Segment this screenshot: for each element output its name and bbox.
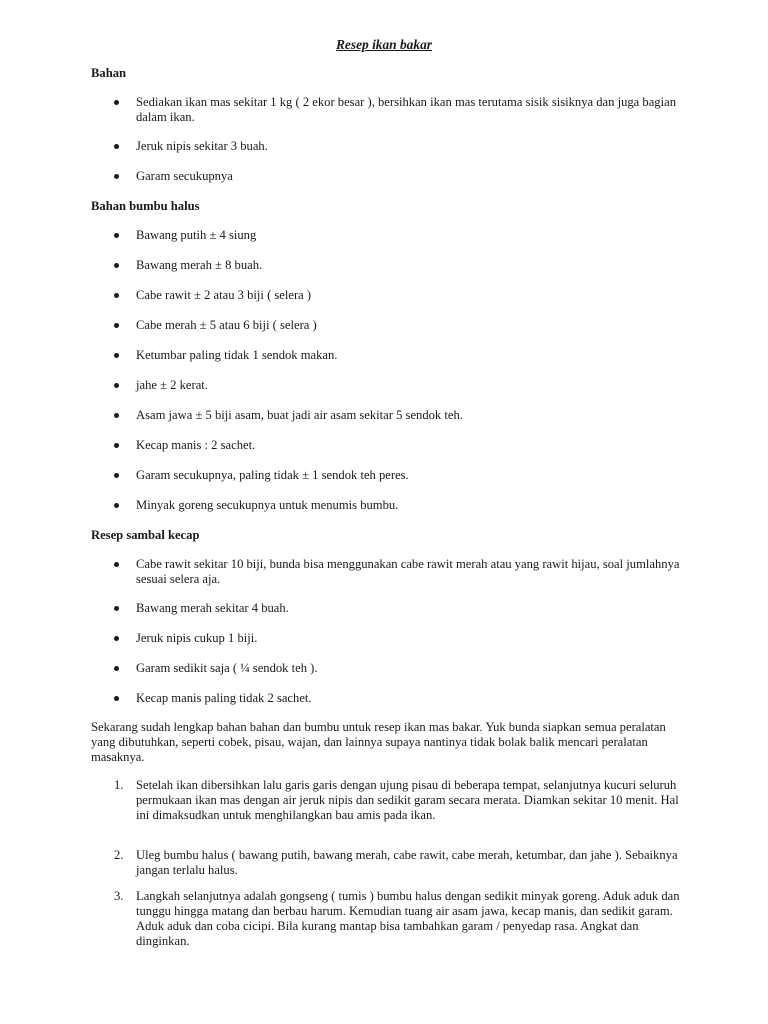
list-item: Jeruk nipis cukup 1 biji. <box>136 631 258 645</box>
list-item: Garam secukupnya <box>136 169 233 183</box>
list-item: Asam jawa ± 5 biji asam, buat jadi air asam sekitar 5 sendok teh. <box>136 408 463 422</box>
bullet-icon <box>114 353 119 358</box>
list-item: Garam secukupnya, paling tidak ± 1 sendok teh peres. <box>136 468 409 482</box>
bullet-icon <box>114 383 119 388</box>
bullet-icon <box>114 562 119 567</box>
section-heading-bumbu-halus: Bahan bumbu halus <box>91 199 200 213</box>
list-item: Bawang merah sekitar 4 buah. <box>136 601 289 615</box>
section-heading-bahan: Bahan <box>91 66 127 80</box>
page-title: Resep ikan bakar <box>336 37 432 52</box>
bullet-icon <box>114 144 119 149</box>
bullet-icon <box>114 323 119 328</box>
list-item: Jeruk nipis sekitar 3 buah. <box>136 139 268 153</box>
bullet-icon <box>114 233 119 238</box>
bullet-icon <box>114 413 119 418</box>
bullet-icon <box>114 100 119 105</box>
step-number: 2. <box>114 848 124 862</box>
step-number: 1. <box>114 778 124 792</box>
list-item: Bawang merah ± 8 buah. <box>136 258 263 272</box>
bullet-icon <box>114 503 119 508</box>
list-item: Minyak goreng secukupnya untuk menumis bumbu. <box>136 498 399 512</box>
step-text: Uleg bumbu halus ( bawang putih, bawang merah, cabe rawit, cabe merah, ketumbar, dan jahe ). Sebaiknya jangan terlalu halus. <box>136 848 678 877</box>
bullet-icon <box>114 696 119 701</box>
bullet-icon <box>114 443 119 448</box>
list-item: Garam sedikit saja ( ¼ sendok teh ). <box>136 661 318 675</box>
list-item: Cabe merah ± 5 atau 6 biji ( selera ) <box>136 318 317 332</box>
list-item: Kecap manis paling tidak 2 sachet. <box>136 691 312 705</box>
intro-paragraph: Sekarang sudah lengkap bahan bahan dan bumbu untuk resep ikan mas bakar. Yuk bunda siapkan semua peralatan yang dibutuhkan, seperti cobek, pisau, wajan, dan lainnya supaya nantinya tidak bolak balik mencari peralatan masaknya. <box>91 720 666 764</box>
list-item: Sediakan ikan mas sekitar 1 kg ( 2 ekor besar ), bersihkan ikan mas terutama sisik sisiknya dan juga bagian dalam ikan. <box>136 95 676 124</box>
step-number: 3. <box>114 889 124 903</box>
bullet-icon <box>114 666 119 671</box>
list-item: Kecap manis : 2 sachet. <box>136 438 256 452</box>
bullet-icon <box>114 263 119 268</box>
bullet-icon <box>114 174 119 179</box>
list-item: Ketumbar paling tidak 1 sendok makan. <box>136 348 338 362</box>
list-item: jahe ± 2 kerat. <box>136 378 208 392</box>
section-heading-sambal-kecap: Resep sambal kecap <box>91 528 200 542</box>
step-text: Langkah selanjutnya adalah gongseng ( tumis ) bumbu halus dengan sedikit minyak goreng. Aduk aduk dan tunggu hingga matang dan berbau harum. Kemudian tuang air asam jawa, kecap manis, dan sedikit garam. Aduk aduk dan coba cicipi. Bila kurang mantap bisa tambahkan garam / penyedap rasa. Angkat dan dinginkan. <box>136 889 680 948</box>
step-text: Setelah ikan dibersihkan lalu garis garis dengan ujung pisau di beberapa tempat, selanjutnya kucuri seluruh permukaan ikan mas dengan air jeruk nipis dan sedikit garam secara merata. Diamkan sekitar 10 menit. Hal ini dimaksudkan untuk menghilangkan bau amis pada ikan. <box>136 778 679 822</box>
list-item: Bawang putih ± 4 siung <box>136 228 257 242</box>
bullet-icon <box>114 293 119 298</box>
bullet-icon <box>114 606 119 611</box>
bullet-icon <box>114 636 119 641</box>
list-item: Cabe rawit ± 2 atau 3 biji ( selera ) <box>136 288 312 302</box>
list-item: Cabe rawit sekitar 10 biji, bunda bisa menggunakan cabe rawit merah atau yang rawit hijau, soal jumlahnya sesuai selera aja. <box>136 557 680 586</box>
bullet-icon <box>114 473 119 478</box>
